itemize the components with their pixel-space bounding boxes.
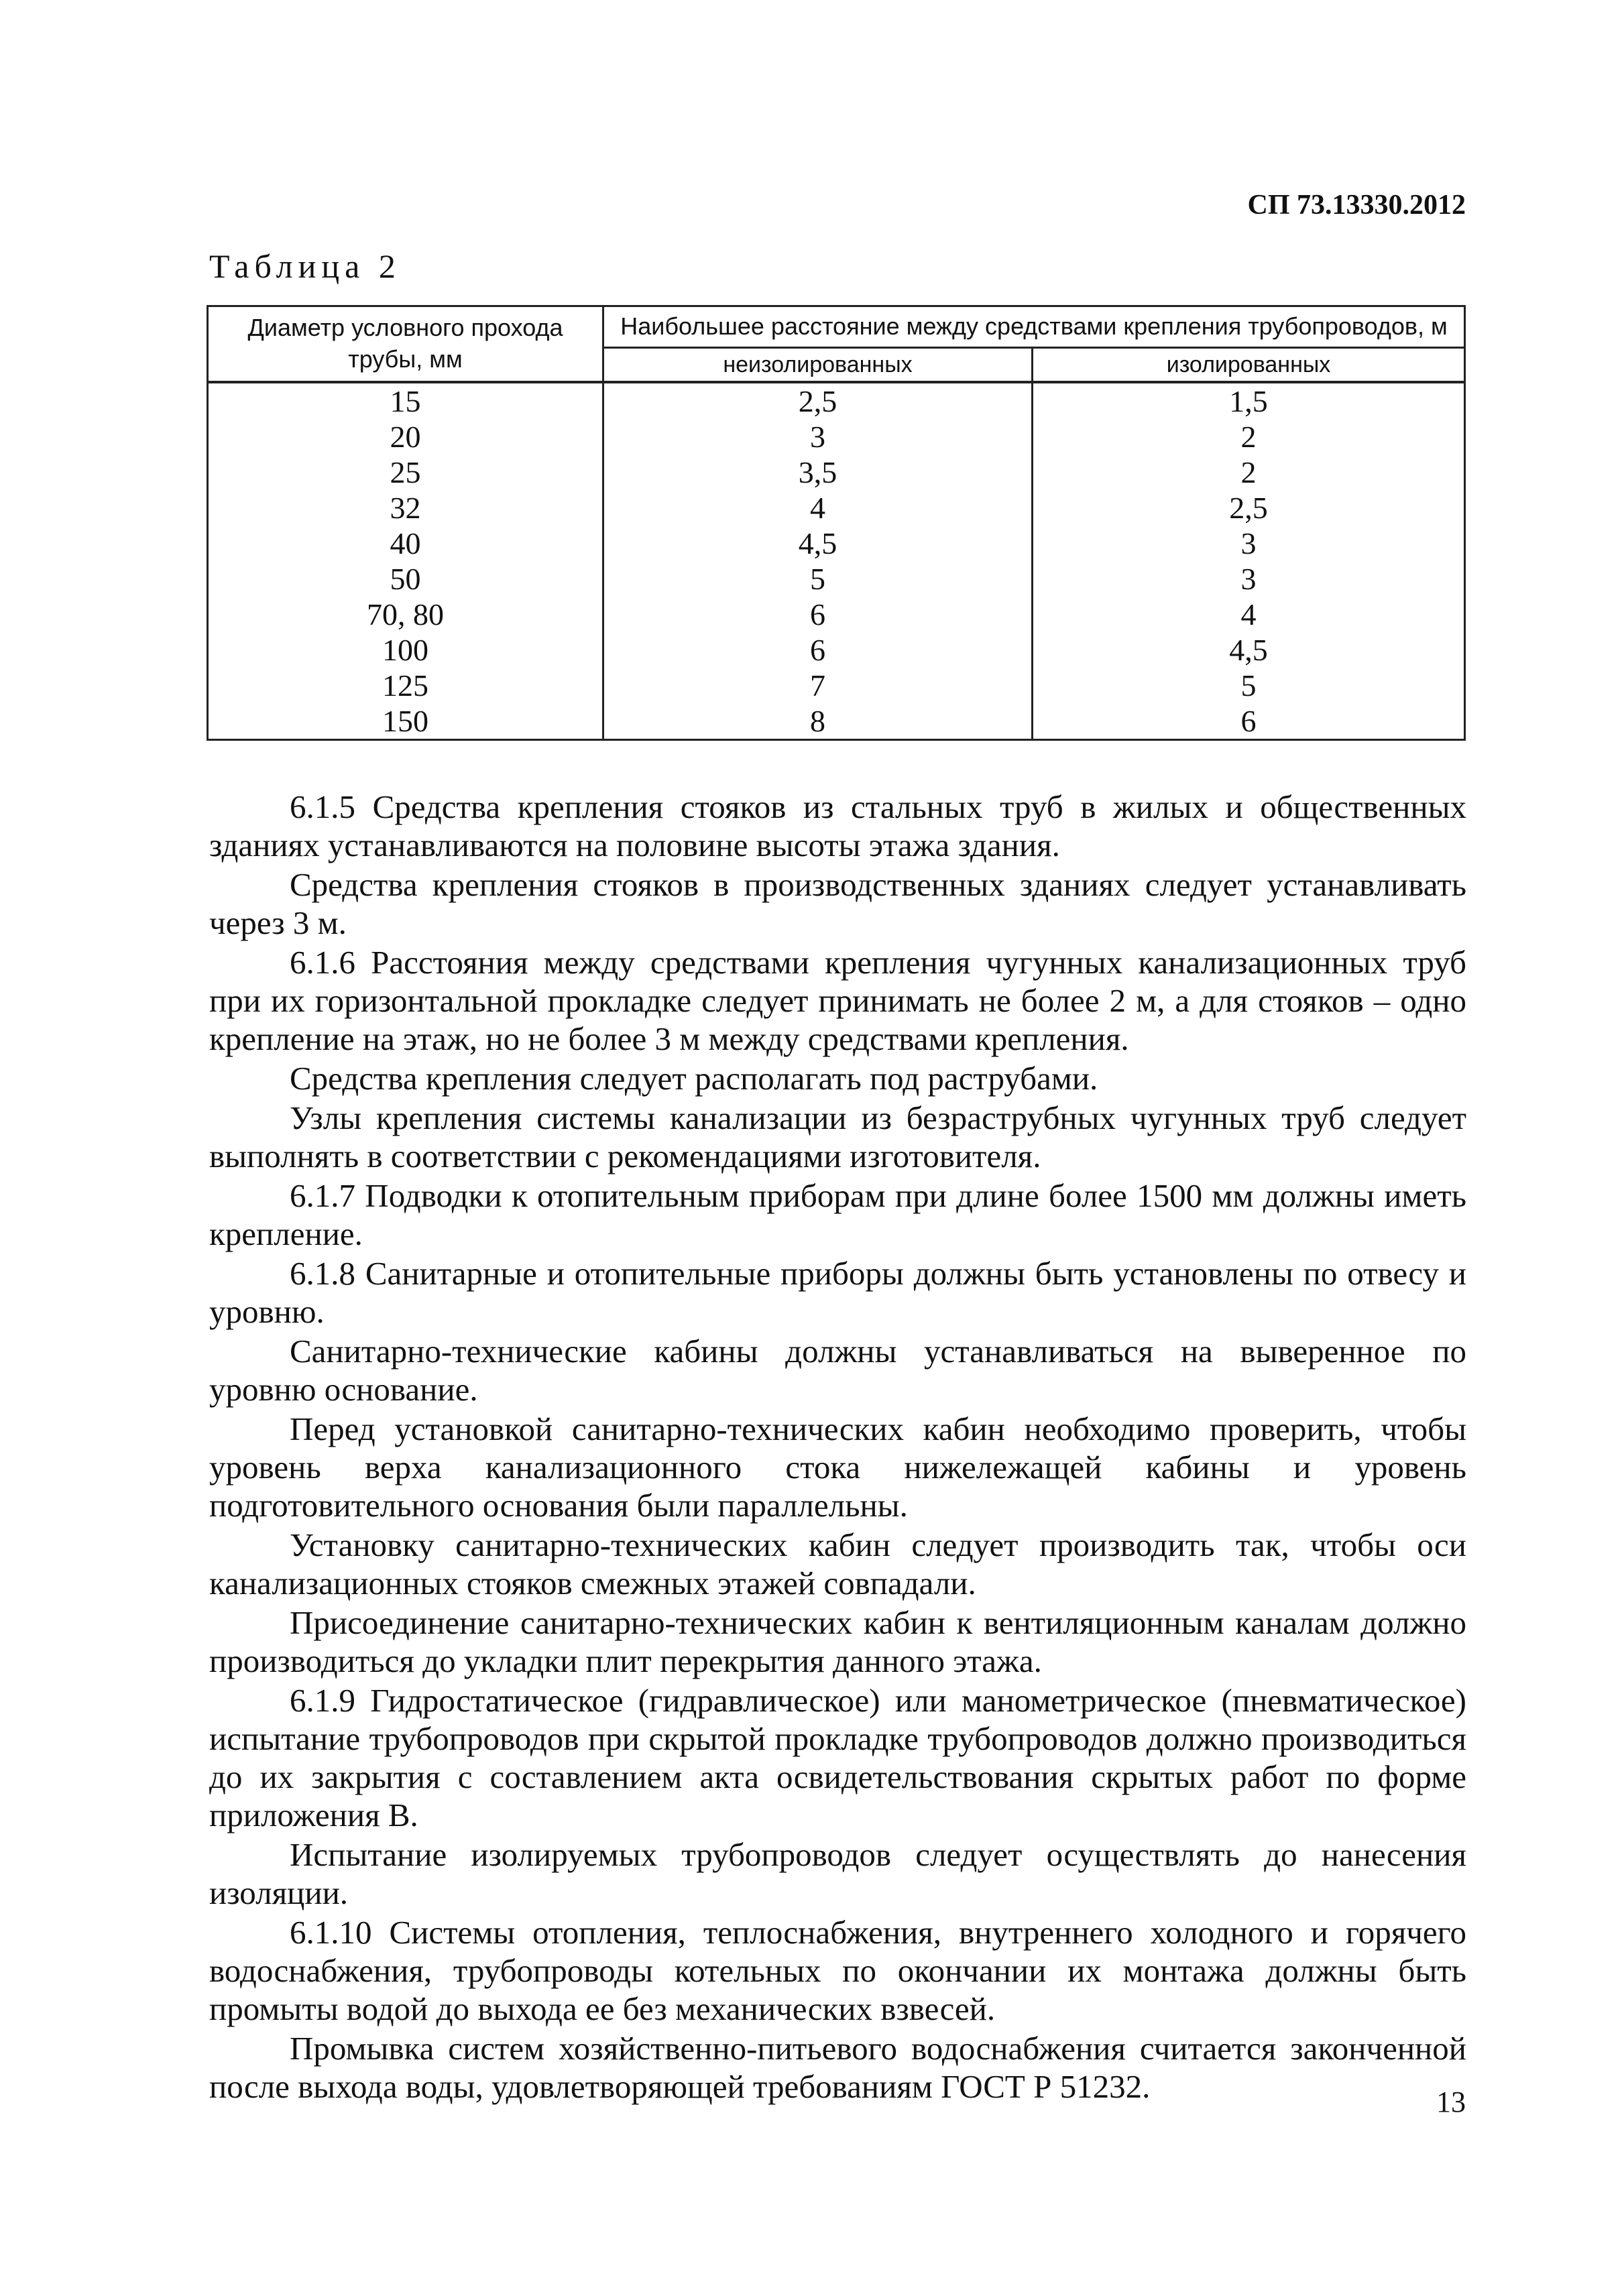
insulated-distance-cell: 2 — [1033, 455, 1465, 490]
insulated-distance-cell: 4,5 — [1033, 632, 1465, 668]
uninsulated-distance-cell: 5 — [603, 561, 1033, 597]
uninsulated-distance-cell: 3 — [603, 419, 1033, 455]
insulated-distance-cell: 5 — [1033, 668, 1465, 703]
table-row — [208, 597, 1465, 632]
page-number: 13 — [1436, 2086, 1466, 2118]
uninsulated-distance-cell: 6 — [603, 597, 1033, 632]
paragraph: Установку санитарно-технических кабин следует производить так, чтобы оси канализационных стояков смежных этажей совпадали. — [209, 1526, 1466, 1602]
spacing-table — [207, 305, 1466, 741]
insulated-distance-cell: 2 — [1033, 419, 1465, 455]
paragraph: 6.1.7 Подводки к отопительным приборам при длине более 1500 мм должны иметь крепление. — [209, 1177, 1466, 1252]
table-row — [208, 703, 1465, 740]
paragraph: 6.1.9 Гидростатическое (гидравлическое) или манометрическое (пневматическое) испытание трубопроводов при скрытой прокладке трубопроводов должно производиться до их закрытия с составлением акта освидетельствования скрытых работ по форме приложения В. — [209, 1682, 1466, 1833]
paragraph: Средства крепления следует располагать под раструбами. — [290, 1060, 1098, 1097]
paragraph: Промывка систем хозяйственно-питьевого водоснабжения считается законченной после выхода воды, удовлетворяющей требованиям ГОСТ Р 51232. — [209, 2030, 1466, 2105]
paragraph: Санитарно-технические кабины должны устанавливаться на выверенное по уровню основание. — [209, 1333, 1466, 1408]
table-row — [208, 561, 1465, 597]
uninsulated-distance-cell: 3,5 — [603, 455, 1033, 490]
paragraph: 6.1.6 Расстояния между средствами крепления чугунных канализационных труб при их горизонтальной прокладке следует принимать не более 2 м, а для стояков – одно крепление на этаж, но не более 3 м между средствами крепления. — [209, 944, 1466, 1057]
column-header-diameter: Диаметр условного прохода трубы, мм — [208, 306, 603, 382]
diameter-cell: 40 — [208, 526, 603, 561]
table-row — [208, 632, 1465, 668]
paragraph: Испытание изолируемых трубопроводов следует осуществлять до нанесения изоляции. — [209, 1836, 1466, 1911]
paragraph: Узлы крепления системы канализации из безраструбных чугунных труб следует выполнять в соответствии с рекомендациями изготовителя. — [209, 1099, 1466, 1174]
column-group-header-distance: Наибольшее расстояние между средствами крепления трубопроводов, м — [603, 306, 1465, 348]
insulated-distance-cell: 4 — [1033, 597, 1465, 632]
table-row — [208, 668, 1465, 703]
table-row — [208, 419, 1465, 455]
uninsulated-distance-cell: 6 — [603, 632, 1033, 668]
column-header-insulated: изолированных — [1033, 347, 1465, 382]
diameter-cell: 100 — [208, 632, 603, 668]
uninsulated-distance-cell: 2,5 — [603, 382, 1033, 419]
paragraph: 6.1.10 Системы отопления, теплоснабжения, внутреннего холодного и горячего водоснабжения, трубопроводы котельных по окончании их монтажа должны быть промыты водой до выхода ее без механических взвесей. — [209, 1914, 1466, 2027]
uninsulated-distance-cell: 8 — [603, 703, 1033, 740]
diameter-cell: 150 — [208, 703, 603, 740]
diameter-cell: 125 — [208, 668, 603, 703]
table-row — [208, 382, 1465, 419]
insulated-distance-cell: 3 — [1033, 526, 1465, 561]
uninsulated-distance-cell: 4 — [603, 490, 1033, 526]
paragraph: Присоединение санитарно-технических кабин к вентиляционным каналам должно производиться до укладки плит перекрытия данного этажа. — [209, 1604, 1466, 1679]
table-row — [208, 490, 1465, 526]
diameter-cell: 50 — [208, 561, 603, 597]
insulated-distance-cell: 1,5 — [1033, 382, 1465, 419]
diameter-cell: 20 — [208, 419, 603, 455]
table-row — [208, 526, 1465, 561]
diameter-cell: 70, 80 — [208, 597, 603, 632]
paragraph: Перед установкой санитарно-технических кабин необходимо проверить, чтобы уровень верха канализационного стока нижележащей кабины и уровень подготовительного основания были параллельны. — [209, 1410, 1466, 1524]
insulated-distance-cell: 6 — [1033, 703, 1465, 740]
document-code: СП 73.13330.2012 — [1247, 190, 1466, 221]
diameter-cell: 32 — [208, 490, 603, 526]
paragraph: Средства крепления стояков в производственных зданиях следует устанавливать через 3 м. — [209, 866, 1466, 941]
table-caption: Таблица 2 — [209, 247, 401, 285]
uninsulated-distance-cell: 7 — [603, 668, 1033, 703]
column-header-uninsulated: неизолированных — [603, 347, 1033, 382]
diameter-cell: 25 — [208, 455, 603, 490]
table-row — [208, 455, 1465, 490]
insulated-distance-cell: 2,5 — [1033, 490, 1465, 526]
paragraph: 6.1.5 Средства крепления стояков из стальных труб в жилых и общественных зданиях устанавливаются на половине высоты этажа здания. — [209, 788, 1466, 863]
body-text — [209, 788, 1466, 2107]
table-body — [208, 382, 1465, 740]
diameter-cell: 15 — [208, 382, 603, 419]
insulated-distance-cell: 3 — [1033, 561, 1465, 597]
paragraph: 6.1.8 Санитарные и отопительные приборы должны быть установлены по отвесу и уровню. — [209, 1255, 1466, 1330]
uninsulated-distance-cell: 4,5 — [603, 526, 1033, 561]
